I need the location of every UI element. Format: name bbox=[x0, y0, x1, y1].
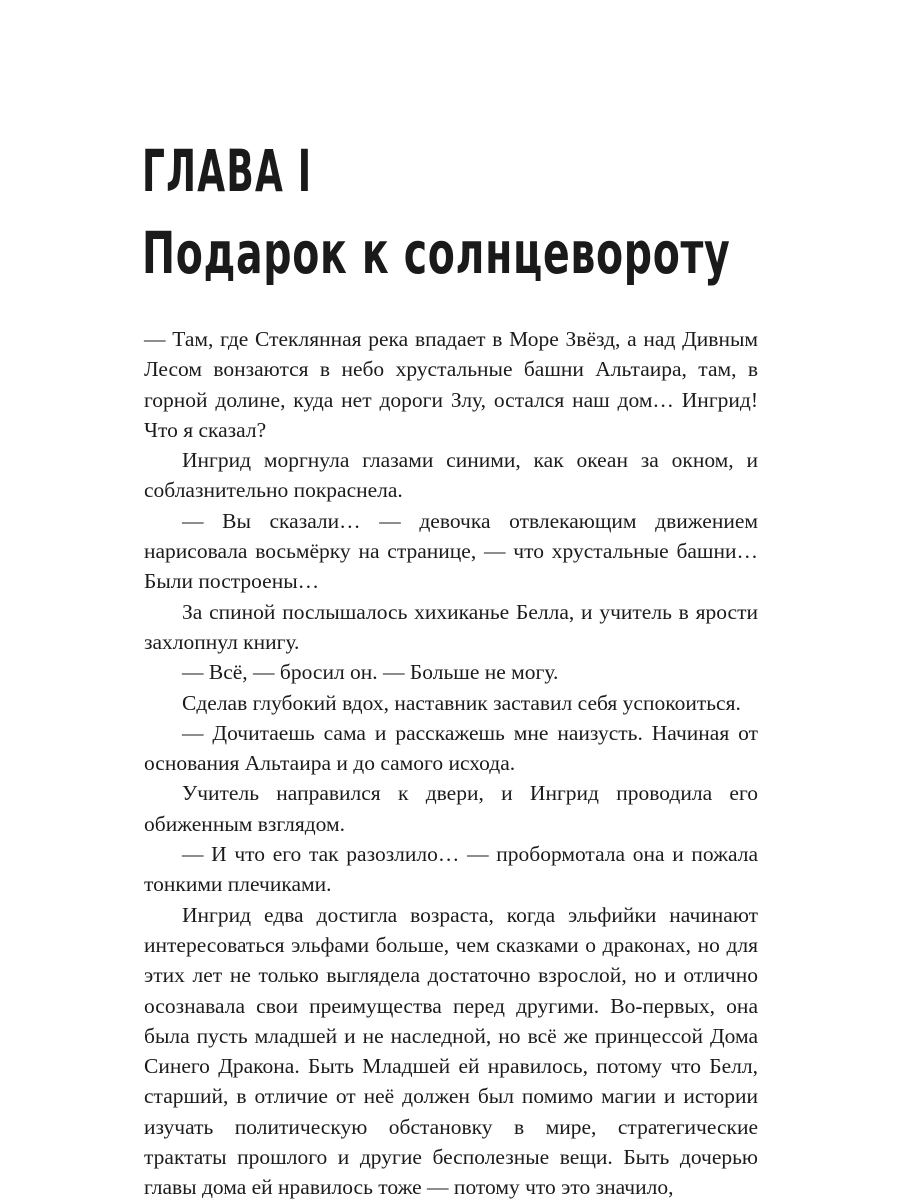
paragraph: — Всё, — бросил он. — Больше не могу. bbox=[182, 660, 559, 685]
chapter-label: ГЛАВА I bbox=[142, 137, 313, 205]
paragraph: За спиной послышалось хихиканье Белла, и учитель в ярости захлопнул книгу. bbox=[144, 599, 758, 654]
chapter-body bbox=[144, 324, 758, 1203]
paragraph: — Вы сказали… — девочка отвлекающим движением нарисовала восьмёрку на странице, — что хрустальные башни… Были построены… bbox=[144, 508, 758, 594]
paragraph: — И что его так разозлило… — пробормотала она и пожала тонкими плечиками. bbox=[144, 842, 758, 897]
chapter-title: Подарок к солнцевороту bbox=[142, 219, 731, 287]
paragraph: Ингрид моргнула глазами синими, как океан за окном, и соблазнительно покраснела. bbox=[144, 448, 758, 503]
paragraph: — Дочитаешь сама и расскажешь мне наизусть. Начиная от основания Альтаира и до самого исхода. bbox=[144, 720, 758, 776]
paragraph: Сделав глубокий вдох, наставник заставил себя успокоиться. bbox=[182, 690, 741, 715]
paragraph: Учитель направился к двери, и Ингрид проводила его обиженным взглядом. bbox=[144, 781, 758, 836]
paragraph: Ингрид едва достигла возраста, когда эльфийки начинают интересоваться эльфами больше, чем сказками о драконах, но для этих лет не только выглядела достаточно взрослой, но и отлично осознавала свои преимущества перед другими. Во-первых, она была пусть младшей и не наследной, но всё же принцессой Дома Синего Дракона. Быть Младшей ей нравилось, потому что Белл, старший, в отличие от неё должен был помимо магии и истории изучать политическую обстановку в мире, стратегические трактаты прошлого и другие бесполезные вещи. Быть дочерью главы дома ей нравилось тоже — потому что это значило, bbox=[144, 902, 758, 1200]
paragraph: — Там, где Стеклянная река впадает в Море Звёзд, а над Дивным Лесом вонзаются в небо хрустальные башни Альтаира, там, в горной долине, куда нет дороги Злу, остался наш дом… Ингрид! Что я сказал? bbox=[144, 327, 758, 442]
